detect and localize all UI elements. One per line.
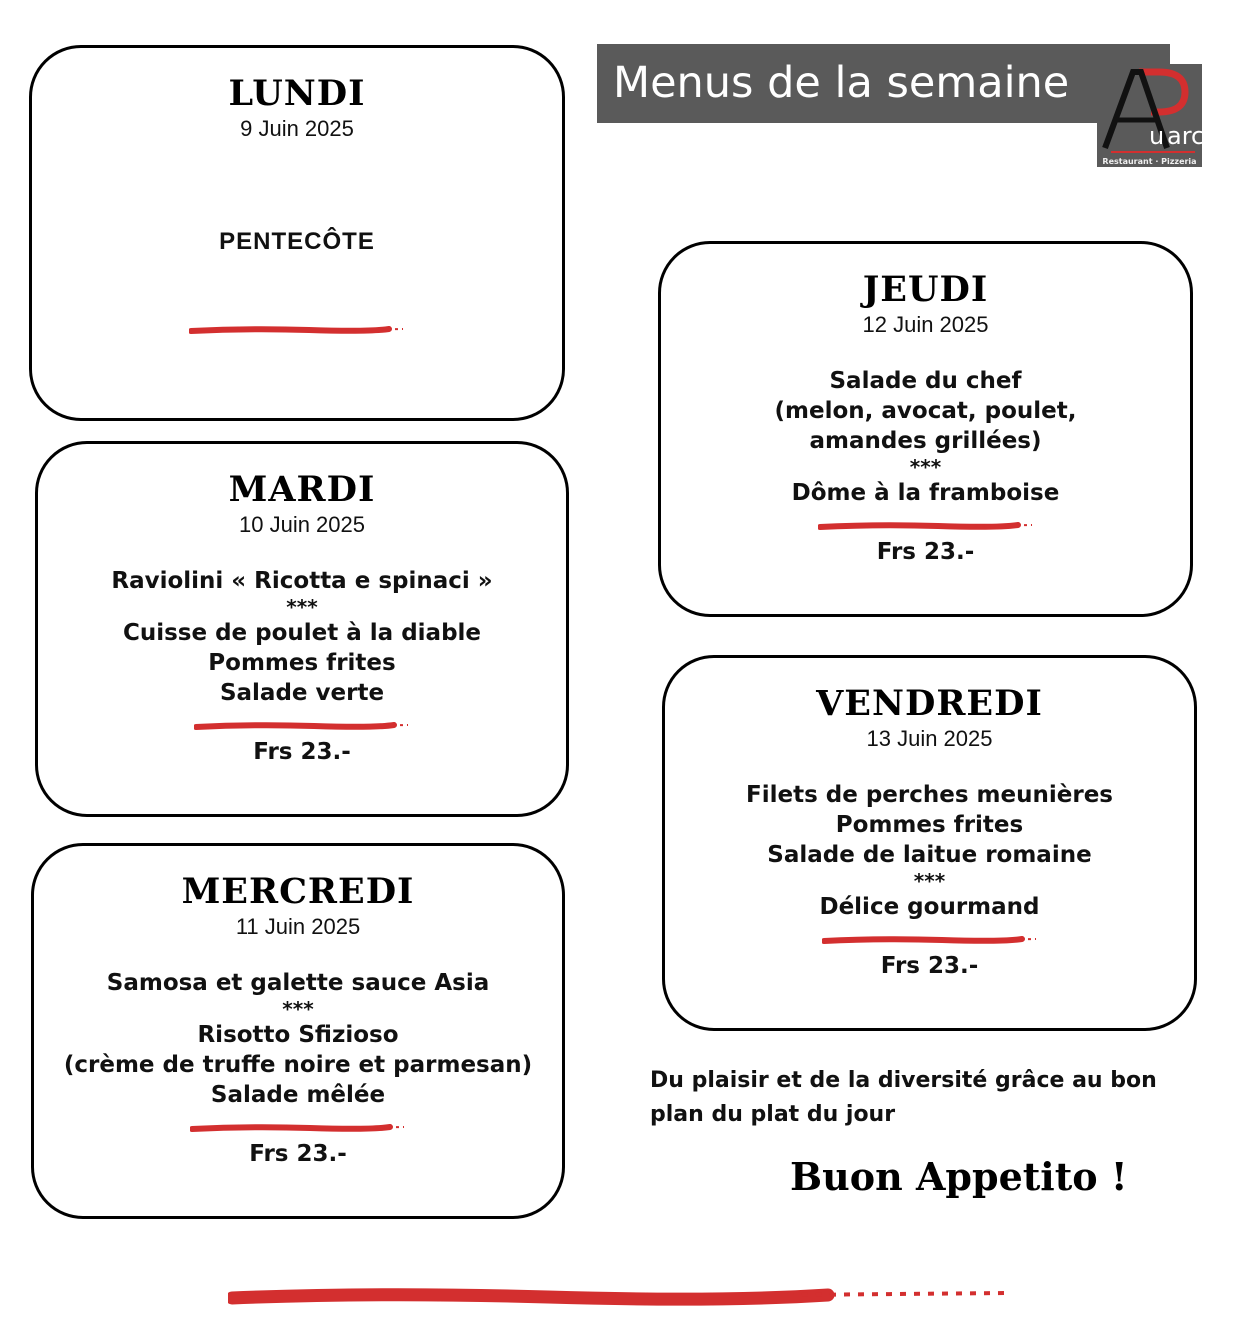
dish-item: Risotto Sfizioso — [197, 1022, 399, 1048]
day-date: 11 Juin 2025 — [235, 914, 361, 939]
dish-list — [665, 780, 1194, 922]
bottom-red-brush-stroke — [228, 1286, 1018, 1310]
red-brush-divider — [194, 722, 410, 732]
red-brush-divider — [822, 936, 1038, 946]
red-brush-divider — [189, 326, 405, 336]
dish-item: Samosa et galette sauce Asia — [106, 970, 490, 996]
menu-card-mardi — [35, 441, 569, 817]
day-date: 9 Juin 2025 — [240, 116, 354, 141]
dish-item: Raviolini « Ricotta e spinaci » — [111, 568, 493, 594]
dish-separator: *** — [909, 455, 942, 479]
dish-separator: *** — [913, 869, 946, 893]
day-date: 13 Juin 2025 — [866, 726, 993, 751]
red-brush-divider — [818, 522, 1034, 532]
price: Frs 23.- — [249, 1141, 347, 1167]
day-name: JEUDI — [862, 269, 989, 310]
dish-list — [34, 968, 562, 1110]
dish-item: Salade de laitue romaine — [767, 842, 1092, 868]
price: Frs 23.- — [253, 739, 351, 765]
dish-item: amandes grillées) — [809, 428, 1042, 454]
logo-mark-icon — [1097, 64, 1202, 154]
price: Frs 23.- — [876, 539, 975, 565]
holiday-note: PENTECÔTE — [219, 228, 375, 255]
closing-text: Buon Appetito ! — [790, 1154, 1128, 1199]
dish-item: Salade mêlée — [210, 1082, 386, 1108]
dish-item: Salade du chef — [829, 368, 1022, 394]
svg-text:u: u — [1149, 122, 1165, 150]
dish-list — [38, 566, 566, 708]
dish-item: Pommes frites — [208, 650, 396, 676]
dish-item: Filets de perches meunières — [746, 782, 1113, 808]
day-date: 12 Juin 2025 — [862, 312, 989, 337]
day-name: VENDREDI — [816, 683, 1043, 724]
dish-item: Salade verte — [219, 680, 385, 706]
menu-card-jeudi — [658, 241, 1193, 617]
restaurant-logo — [1097, 64, 1202, 167]
red-brush-divider — [190, 1124, 406, 1134]
menu-card-mercredi — [31, 843, 565, 1219]
day-name: MARDI — [228, 469, 376, 510]
day-name: MERCREDI — [181, 871, 415, 912]
dish-item: Délice gourmand — [819, 894, 1040, 920]
price: Frs 23.- — [880, 953, 979, 979]
dish-separator: *** — [286, 595, 318, 619]
day-date: 10 Juin 2025 — [239, 512, 365, 537]
dish-item: Pommes frites — [835, 812, 1024, 838]
dish-list — [661, 366, 1190, 508]
menu-card-vendredi — [662, 655, 1197, 1031]
header-banner — [597, 44, 1170, 123]
slogan-text: Du plaisir et de la diversité grâce au bon plan du plat du jour — [650, 1068, 1157, 1127]
dish-item: Cuisse de poulet à la diable — [122, 620, 482, 646]
svg-text:arc: arc — [1167, 122, 1202, 150]
page-title: Menus de la semaine — [613, 58, 1070, 108]
day-name: LUNDI — [228, 73, 366, 114]
dish-item: (melon, avocat, poulet, — [774, 398, 1077, 424]
dish-item: Dôme à la framboise — [791, 480, 1060, 506]
dish-item: (crème de truffe noire et parmesan) — [63, 1052, 533, 1078]
dish-separator: *** — [282, 997, 314, 1021]
logo-subtitle: Restaurant · Pizzeria — [1102, 157, 1197, 166]
menu-card-lundi — [29, 45, 565, 421]
